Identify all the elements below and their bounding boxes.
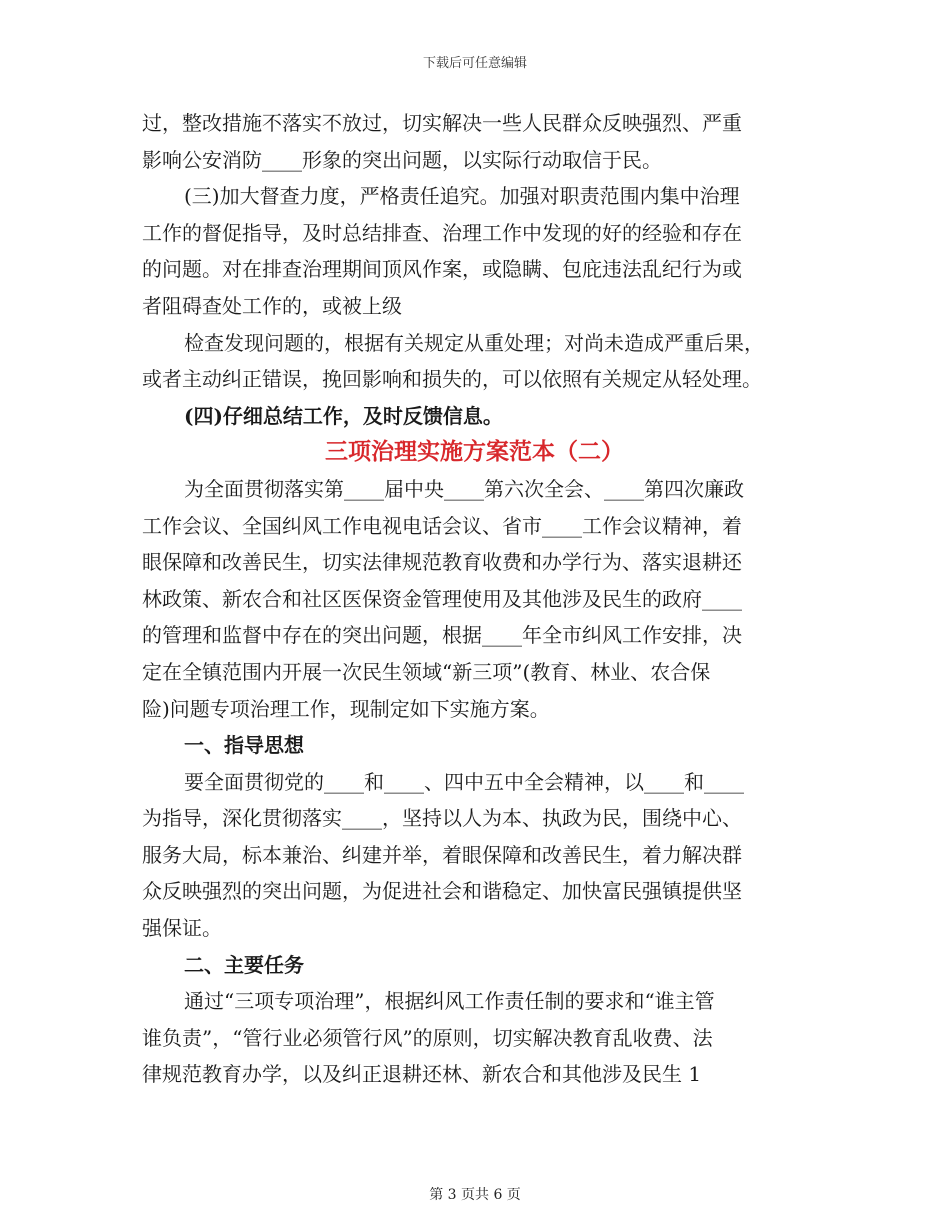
paragraph-line: 工作会议、全国纠风工作电视电话会议、省市____工作会议精神，着 bbox=[142, 513, 742, 538]
paragraph-line: 律规范教育办学，以及纠正退耕还林、新农合和其他涉及民生 1 bbox=[142, 1062, 702, 1087]
page-header: 下载后可任意编辑 bbox=[422, 56, 527, 71]
paragraph-line: 眼保障和改善民生，切实法律规范教育收费和办学行为、落实退耕还 bbox=[142, 550, 742, 575]
document-body bbox=[142, 105, 807, 1093]
paragraph-line: 服务大局，标本兼治、纠建并举，着眼保障和改善民生，着力解决群 bbox=[142, 842, 742, 867]
paragraph-line: 通过“三项专项治理”，根据纠风工作责任制的要求和“谁主管 bbox=[184, 989, 715, 1014]
paragraph-line: 为指导，深化贯彻落实____，坚持以人为本、执政为民，围绕中心、 bbox=[142, 806, 742, 831]
heading-guiding-ideology: 一、指导思想 bbox=[184, 733, 304, 758]
heading-main-tasks: 二、主要任务 bbox=[184, 952, 304, 977]
section-title: 三项治理实施方案范本（二） bbox=[325, 438, 624, 466]
paragraph-line: 定在全镇范围内开展一次民生领域“新三项”(教育、林业、农合保 bbox=[142, 659, 711, 684]
paragraph-line: 工作的督促指导，及时总结排查、治理工作中发现的好的经验和存在 bbox=[142, 220, 742, 245]
paragraph-line: 谁负责”，“管行业必须管行风”的原则，切实解决教育乱收费、法 bbox=[142, 1025, 713, 1050]
paragraph-line: 的问题。对在排查治理期间顶风作案，或隐瞒、包庇违法乱纪行为或 bbox=[142, 257, 742, 282]
paragraph-line: 强保证。 bbox=[142, 916, 222, 941]
paragraph-line: 险)问题专项治理工作，现制定如下实施方案。 bbox=[142, 696, 550, 721]
paragraph-line: 过，整改措施不落实不放过，切实解决一些人民群众反映强烈、严重 bbox=[142, 111, 742, 135]
paragraph-line: 要全面贯彻党的____和____、四中五中全会精神，以____和____ bbox=[184, 769, 744, 794]
paragraph-line: (三)加大督查力度，严格责任追究。加强对职责范围内集中治理 bbox=[184, 184, 740, 209]
paragraph-line: 影响公安消防____形象的突出问题，以实际行动取信于民。 bbox=[142, 147, 662, 172]
paragraph-line: 的管理和监督中存在的突出问题，根据____年全市纠风工作安排，决 bbox=[142, 623, 742, 648]
sub-heading: (四)仔细总结工作，及时反馈信息。 bbox=[184, 403, 503, 428]
paragraph-line: 众反映强烈的突出问题，为促进社会和谐稳定、加快富民强镇提供坚 bbox=[142, 879, 742, 904]
page-footer: 第 3 页共 6 页 bbox=[429, 1187, 521, 1203]
paragraph-line: 为全面贯彻落实第____届中央____第六次全会、____第四次廉政 bbox=[184, 476, 744, 501]
paragraph-line: 林政策、新农合和社区医保资金管理使用及其他涉及民生的政府____ bbox=[142, 586, 742, 611]
paragraph-line: 检查发现问题的，根据有关规定从重处理；对尚未造成严重后果， bbox=[184, 330, 764, 355]
paragraph-line: 者阻碍查处工作的，或被上级 bbox=[142, 293, 402, 318]
paragraph-line: 或者主动纠正错误，挽回影响和损失的，可以依照有关规定从轻处理。 bbox=[142, 367, 762, 392]
